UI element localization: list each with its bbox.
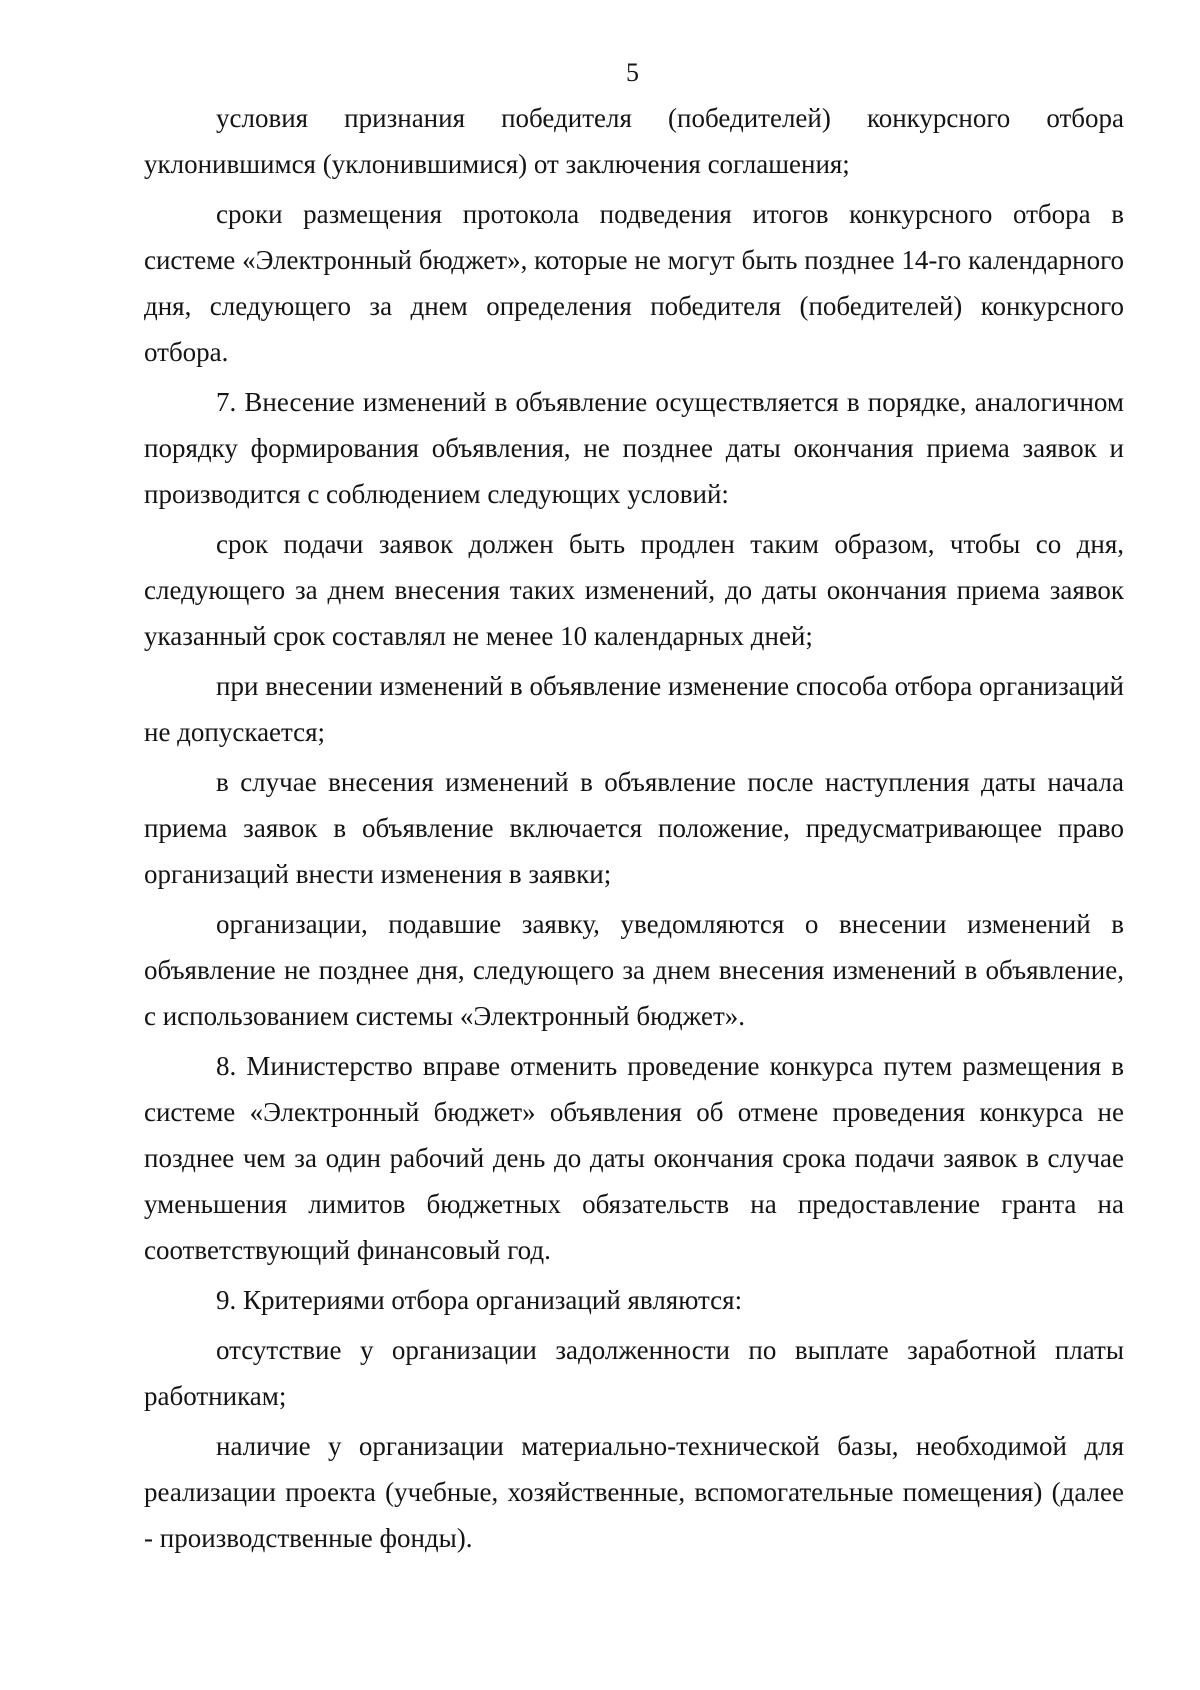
paragraph-winner-evasion-conditions: условия признания победителя (победителей) конкурсного отбора уклонившимся (уклонившимися) от заключения соглашения; <box>144 103 1124 179</box>
document-body <box>144 95 1124 1561</box>
paragraph-no-wage-debt: отсутствие у организации задолженности по выплате заработной платы работникам; <box>144 1335 1124 1411</box>
paragraph-notification: организации, подавшие заявку, уведомляются о внесении изменений в объявление не позднее дня, следующего за днем внесения изменений в объявление, с использованием системы «Электронный бюджет». <box>144 909 1124 1031</box>
page-number: 5 <box>626 58 639 87</box>
paragraph-protocol-deadlines: сроки размещения протокола подведения итогов конкурсного отбора в системе «Электронный бюджет», которые не могут быть позднее 14-го календарного дня, следующего за днем определения победителя (победителей) конкурсного отбора. <box>144 199 1124 367</box>
paragraph-amend-applications: в случае внесения изменений в объявление после наступления даты начала приема заявок в объявление включается положение, предусматривающее право организаций внести изменения в заявки; <box>144 767 1124 889</box>
paragraph-clause-8: 8. Министерство вправе отменить проведение конкурса путем размещения в системе «Электронный бюджет» объявления об отмене проведения конкурса не позднее чем за один рабочий день до даты окончания срока подачи заявок в случае уменьшения лимитов бюджетных обязательств на предоставление гранта на соответствующий финансовый год. <box>144 1051 1124 1265</box>
paragraph-clause-9: 9. Критериями отбора организаций являются: <box>216 1285 743 1315</box>
paragraph-clause-7: 7. Внесение изменений в объявление осуществляется в порядке, аналогичном порядку формирования объявления, не позднее даты окончания приема заявок и производится с соблюдением следующих условий: <box>144 387 1124 509</box>
paragraph-application-extension: срок подачи заявок должен быть продлен таким образом, чтобы со дня, следующего за днем внесения таких изменений, до даты окончания приема заявок указанный срок составлял не менее 10 календарных дней; <box>144 529 1124 651</box>
paragraph-selection-method: при внесении изменений в объявление изменение способа отбора организаций не допускается; <box>144 671 1124 747</box>
paragraph-material-base: наличие у организации материально-технической базы, необходимой для реализации проекта (учебные, хозяйственные, вспомогательные помещения) (далее - производственные фонды). <box>144 1431 1124 1553</box>
